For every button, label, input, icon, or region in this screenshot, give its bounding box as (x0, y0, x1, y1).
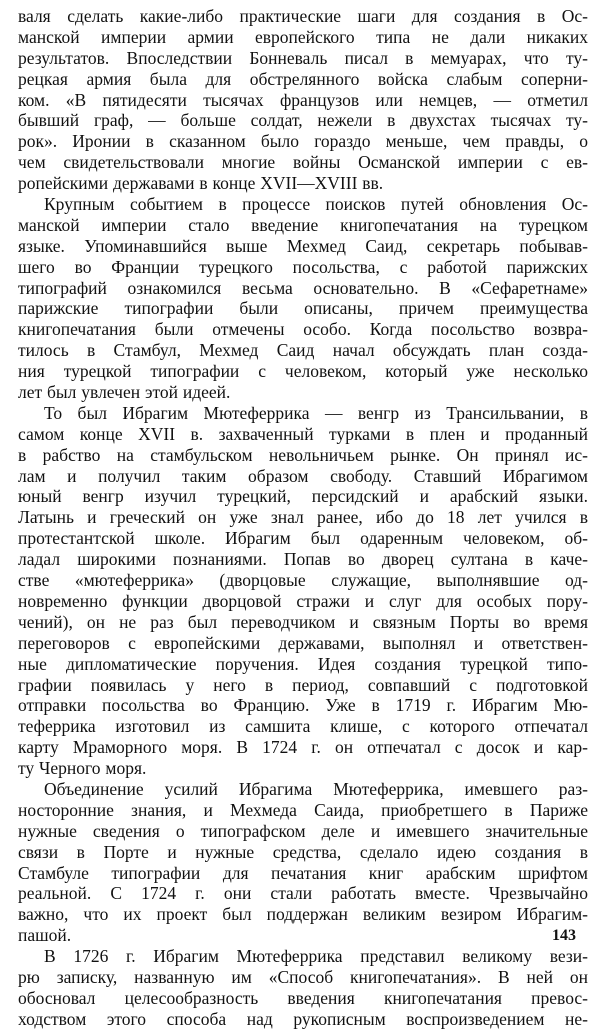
paragraph (18, 194, 588, 403)
text-line: В 1726 г. Ибрагим Мютеферрика представил великому вези- (44, 946, 588, 967)
text-line: рок». Иронии в сказанном было гораздо меньше, чем правды, о (18, 131, 588, 152)
text-line: обосновал целесообразность введения книгопечатания превос- (18, 987, 588, 1008)
text-line: Латынь и греческий он уже знал ранее, ибо до 18 лет учился в (18, 507, 588, 528)
text-line: важно, что их проект был поддержан великим везиром Ибрагим- (18, 904, 588, 925)
text-line: ту Черного моря. (18, 758, 147, 779)
text-line: графии появилась у него в период, совпавший с подготовкой (18, 674, 588, 695)
text-line: реальной. С 1724 г. они стали работать вместе. Чрезвычайно (18, 883, 588, 904)
text-line: ходством этого способа над рукописным воспроизведением не- (18, 1008, 588, 1029)
text-line: юный венгр изучил турецкий, персидский и арабский языки. (18, 486, 588, 507)
text-line: ком. «В пятидесяти тысячах французов или немцев, — отметил (18, 89, 588, 110)
text-line: лет был увлечен этой идеей. (18, 382, 231, 403)
text-line: Стамбуле типографии для печатания книг арабским шрифтом (18, 862, 588, 883)
page-number: 143 (552, 927, 576, 944)
text-line: рецкая армия была для обстрелянного войска слабым соперни- (18, 68, 588, 89)
text-line: носторонние знания, и Мехмеда Саида, приобретшего в Париже (18, 799, 588, 820)
text-line: лам и получил таким образом свободу. Ставший Ибрагимом (18, 465, 588, 486)
text-line: тилось в Стамбул, Мехмед Саид начал обсуждать план созда- (18, 340, 588, 361)
text-line: ные дипломатические поручения. Идея создания турецкой типо- (18, 653, 588, 674)
text-line: языке. Упоминавшийся выше Мехмед Саид, секретарь побывав- (18, 235, 588, 256)
book-page (18, 6, 588, 1029)
text-line: отправки посольства во Францию. Уже в 1719 г. Ибрагим Мю- (18, 695, 588, 716)
text-line: связи в Порте и нужные средства, сделало идею создания в (18, 841, 588, 862)
text-line: парижские типографии были описаны, причем преимущества (18, 298, 588, 319)
paragraph (18, 6, 588, 194)
text-line: карту Мраморного моря. В 1724 г. он отпечатал с досок и кар- (18, 737, 588, 758)
text-line: ладал широкими познаниями. Попав во дворец султана в каче- (18, 549, 588, 570)
text-line: чений), он не раз был переводчиком и связным Порты во время (18, 611, 588, 632)
text-line: новременно функции дворцовой стражи и слуг для особых пору- (18, 590, 588, 611)
paragraph (18, 403, 588, 779)
text-line: То был Ибрагим Мютеферрика — венгр из Трансильвании, в (44, 402, 588, 423)
paragraph (18, 779, 588, 946)
text-line: стве «мютеферрика» (дворцовые служащие, выполнявшие од- (18, 570, 588, 591)
text-line: манской империи стало введение книгопечатания на турецком (18, 214, 588, 235)
text-line: результатов. Впоследствии Бонневаль писал в мемуарах, что ту- (18, 47, 588, 68)
text-line: бывший граф, — больше солдат, нежели в двухстах тысячах ту- (18, 110, 588, 131)
text-line: шего во Франции турецкого посольства, с работой парижских (18, 256, 588, 277)
text-line: чем свидетельствовали многие войны Османской империи с ев- (18, 152, 588, 173)
text-line: книгопечатания были отмечены особо. Когда посольство возвра- (18, 319, 588, 340)
text-line: рю записку, названную им «Способ книгопечатания». В ней он (18, 966, 588, 987)
text-line: ропейскими державами в конце XVII—XVIII вв. (18, 173, 384, 194)
text-line: переговоров с европейскими державами, выполнял и ответствен- (18, 632, 588, 653)
text-line: Крупным событием в процессе поисков путей обновления Ос- (44, 194, 588, 215)
text-line: Объединение усилий Ибрагима Мютеферрика, имевшего раз- (44, 778, 588, 799)
text-line: протестантской школе. Ибрагим был одаренным человеком, об- (18, 528, 588, 549)
text-line: теферрика изготовил из самшита клише, с которого отпечатал (18, 716, 588, 737)
text-line: пашой. (18, 925, 72, 946)
text-line: нужные сведения о типографском деле и имевшего значительные (18, 820, 588, 841)
text-line: валя сделать какие-либо практические шаги для создания в Ос- (18, 6, 588, 26)
page-text (18, 6, 588, 1030)
text-line: типографий ознакомился весьма основательно. В «Сефаретнаме» (18, 277, 588, 298)
paragraph (18, 946, 588, 1030)
text-line: манской империи армии европейского типа не дали никаких (18, 26, 588, 47)
text-line: в рабство на стамбульском невольничьем рынке. Он принял ис- (18, 444, 588, 465)
text-line: самом конце XVII в. захваченный турками в плен и проданный (18, 423, 588, 444)
text-line: ния турецкой типографии с человеком, который уже несколько (18, 361, 588, 382)
